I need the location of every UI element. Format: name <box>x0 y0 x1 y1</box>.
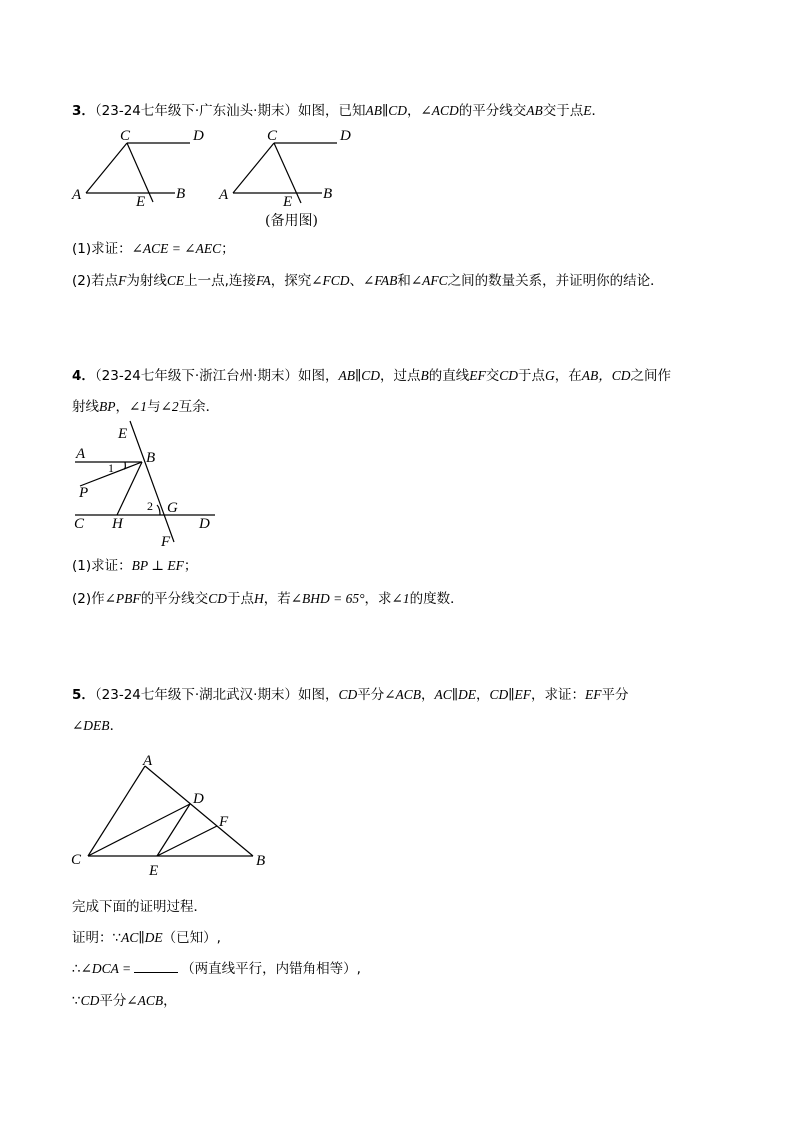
q5-relation: AC∥DE <box>434 687 477 702</box>
q3-part2-text: 、 <box>349 273 364 289</box>
q3-label-B: B <box>176 186 186 202</box>
q3-stem-text: ． <box>591 103 606 119</box>
q3-part2-text: 之间的数量关系，并证明你的结论． <box>447 273 664 289</box>
q4-stem-text: ，过点 <box>379 368 421 384</box>
q4-point: G <box>544 368 555 383</box>
q3-figure-caption: (备用图) <box>265 213 318 229</box>
q3-part2-angle: ∠FCD <box>311 273 350 288</box>
q5-proof-text: ∵ <box>72 993 81 1009</box>
q5-proof-line1 <box>72 929 221 947</box>
q3-segment: AB <box>526 103 543 118</box>
q4-lines: AB，CD <box>581 368 631 383</box>
q3-part2-angle: ∠FAB <box>363 273 398 288</box>
q4-part1-end: ； <box>183 558 198 574</box>
q4-point: B <box>420 368 429 383</box>
q3-part2-FA: FA <box>255 273 271 288</box>
q4-number: 4． <box>72 368 95 384</box>
q3-label-A: A <box>72 187 82 203</box>
q5-stem-text: 平分 <box>357 687 385 703</box>
q4-part2-text: (2)作 <box>72 591 105 607</box>
q4-part2-text: 的平分线交 <box>140 591 209 607</box>
q4-label-2: 2 <box>147 499 153 513</box>
q4-line: EF <box>469 368 486 383</box>
q5-stem-text: ， <box>421 687 435 703</box>
q5-label-A: A <box>143 753 153 769</box>
q5-stem-text: 平分 <box>601 687 629 703</box>
q4-part2-point: H <box>253 591 264 606</box>
q4-part2-angle: ∠1 <box>391 591 410 606</box>
q3b-label-A: A <box>219 187 229 203</box>
q5-label-F: F <box>219 814 229 830</box>
q4-part2-line: CD <box>208 591 227 606</box>
q4-part2-text: 的度数． <box>409 591 464 607</box>
q4-stem-text: 的直线 <box>428 368 470 384</box>
q4-label-1: 1 <box>108 461 114 475</box>
q4-label-H: H <box>112 516 123 532</box>
q4-source: （23-24七年级下·浙江台州·期末） <box>94 368 298 384</box>
q4-stem-text: ， <box>115 399 129 415</box>
q3-part2-CE: CE <box>166 273 185 288</box>
q3b-label-E: E <box>283 194 293 210</box>
q3-label-C: C <box>120 128 131 144</box>
q3-stem-text: 如图，已知 <box>297 103 366 119</box>
q4-relation: AB∥CD <box>338 368 380 383</box>
q5-proof-line: CD <box>80 993 100 1008</box>
q4-part2-text: ，求 <box>364 591 392 607</box>
q5-proof-relation: AC∥DE <box>121 930 163 945</box>
q5-stem-text: ， <box>476 687 490 703</box>
q4-stem-text: ，在 <box>554 368 582 384</box>
q4-stem-text: 与 <box>147 399 161 415</box>
q4-part2-angle: ∠PBF <box>104 591 141 606</box>
q5-number: 5． <box>72 687 95 703</box>
q5-line: CD <box>338 687 358 702</box>
q3-source: （23-24七年级下·广东汕头·期末） <box>94 103 298 119</box>
q5-proof-line3 <box>72 992 177 1010</box>
q5-proof-line2 <box>72 960 361 978</box>
q3-part2-text: 上一点,连接 <box>184 273 256 289</box>
q3-part2-text: 和 <box>397 273 411 289</box>
q3-part1-end: ； <box>221 241 235 257</box>
q4-part2-text: ，若 <box>263 591 291 607</box>
q5-label-E: E <box>149 863 159 879</box>
q4-line: CD <box>499 368 518 383</box>
q4-part2-equation: ∠BHD = 65° <box>290 591 365 606</box>
q4-label-F: F <box>161 534 171 550</box>
q4-label-A: A <box>76 446 86 462</box>
q5-proof-text: 平分 <box>99 993 127 1009</box>
q4-ray: BP <box>99 399 116 414</box>
q4-label-G: G <box>167 500 178 516</box>
q3b-label-C: C <box>267 128 278 144</box>
q5-proof-text: （已知）, <box>162 930 221 946</box>
q3-part2-F: F <box>118 273 127 288</box>
q4-angle: ∠2 <box>160 399 179 414</box>
q4-stem-text: 射线 <box>72 399 99 415</box>
q4-label-P: P <box>79 485 89 501</box>
q5-label-B: B <box>256 853 266 869</box>
q3-part2-text: ，探究 <box>270 273 312 289</box>
q5-stem-text: ，求证： <box>531 687 586 703</box>
q3-label-D: D <box>193 128 204 144</box>
q3-stem-text: ， <box>406 103 421 119</box>
q3-part1-label: (1)求证： <box>72 241 132 257</box>
q4-label-D: D <box>199 516 210 532</box>
q3-part2-text: (2)若点 <box>72 273 119 289</box>
q5-stem-text: 如图， <box>297 687 339 703</box>
q5-label-D: D <box>193 791 204 807</box>
q5-source: （23-24七年级下·湖北武汉·期末） <box>94 687 298 703</box>
q3-stem-text: 交于点 <box>542 103 584 119</box>
q3b-label-D: D <box>340 128 351 144</box>
q5-proof-text: （两直线平行，内错角相等）, <box>181 961 361 977</box>
q4-stem-text: 互余． <box>178 399 220 415</box>
q5-stem-text: ． <box>109 718 124 734</box>
q4-part1-label: (1)求证： <box>72 558 132 574</box>
q4-stem-text: 于点 <box>517 368 545 384</box>
q5-proof-text: 证明：∵ <box>72 930 122 946</box>
q4-label-E: E <box>118 426 128 442</box>
q5-label-C: C <box>71 852 82 868</box>
q4-stem-text: 之间作 <box>630 368 671 384</box>
q3-point: E <box>583 103 592 118</box>
q5-relation: CD∥EF <box>489 687 532 702</box>
q3-part2-angle: ∠AFC <box>410 273 448 288</box>
q3-number: 3． <box>72 103 95 119</box>
q4-part2-text: 于点 <box>226 591 254 607</box>
q3-part2-text: 为射线 <box>126 273 167 289</box>
q4-stem-text: 如图， <box>297 368 339 384</box>
q5-line: EF <box>585 687 602 702</box>
q3-stem-text: 的平分线交 <box>458 103 527 119</box>
q4-label-C: C <box>74 516 85 532</box>
q3-relation: AB∥CD <box>365 103 407 118</box>
q4-angle: ∠1 <box>129 399 148 414</box>
q3b-label-B: B <box>323 186 333 202</box>
q5-proof-angle: ∠ACB <box>126 993 164 1008</box>
q5-proof-angle: ∠DCA = <box>80 961 132 976</box>
q3-angle: ∠ACD <box>420 103 459 118</box>
q5-proof-text: ∴ <box>72 961 81 977</box>
q5-complete: 完成下面的证明过程． <box>72 899 207 915</box>
q4-label-B: B <box>146 450 156 466</box>
q5-proof-text: ， <box>163 993 177 1009</box>
q4-part1-math: BP ⊥ EF <box>131 558 184 573</box>
q3-part1-math: ∠ACE = ∠AEC <box>131 241 222 256</box>
q3-label-E: E <box>136 194 146 210</box>
q4-stem-text: 交 <box>485 368 500 384</box>
q5-angle: ∠ACB <box>384 687 422 702</box>
q5-angle: ∠DEB <box>72 718 110 733</box>
answer-blank[interactable] <box>134 960 178 973</box>
